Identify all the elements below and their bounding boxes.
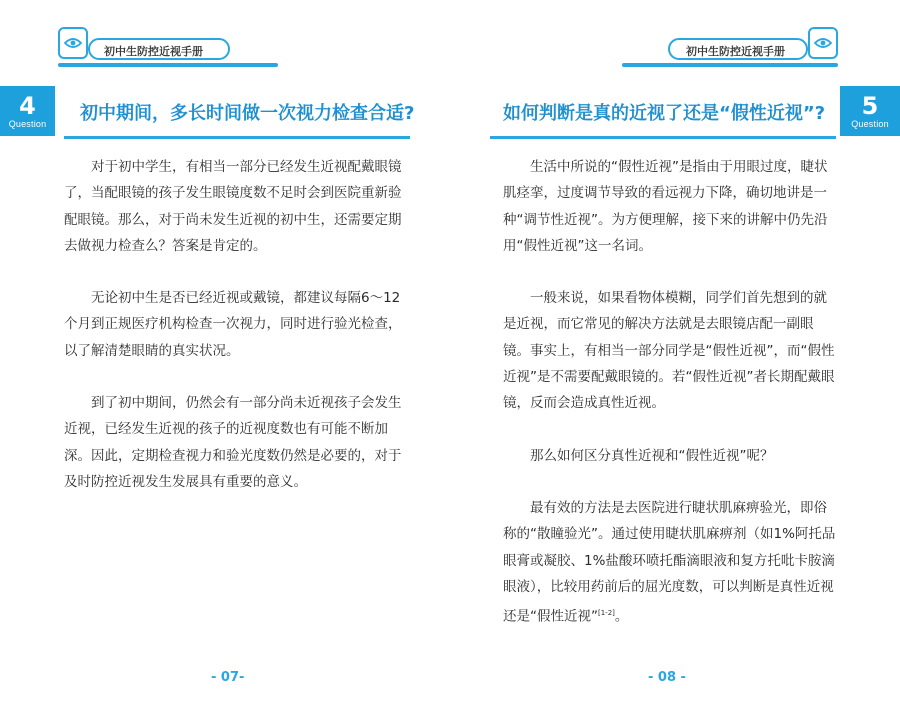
- header-pill: [668, 38, 808, 60]
- question-badge: [0, 86, 55, 136]
- citation: [1-2]: [598, 609, 615, 618]
- paragraph: 对于初中学生，有相当一部分已经发生近视配戴眼镜了，当配眼镜的孩子发生眼镜度数不足时会到医院重新验配眼镜。那么，对于尚未发生近视的初中生，还需要定期去做视力检查么？答案是肯定的。: [64, 159, 402, 254]
- header-eye-badge: [808, 27, 838, 59]
- question-label: Question: [851, 119, 889, 129]
- article-body: [64, 154, 409, 495]
- paragraph-text: 最有效的方法是去医院进行睫状肌麻痹验光，即俗称的“散瞳验光”。通过使用睫状肌麻痹剂（如1%阿托品眼膏或凝胶、1%盐酸环喷托酯滴眼液和复方托吡卡胺滴眼液），比较用药前后的屈光度数，可以判断是真性近视还是“假性近视”: [503, 499, 836, 625]
- paragraph: 那么如何区分真性近视和“假性近视”呢？: [530, 447, 774, 464]
- header-title: 初中生防控近视手册: [104, 45, 203, 58]
- question-label: Question: [8, 119, 47, 129]
- page-title: 初中期间，多长时间做一次视力检查合适?: [80, 103, 415, 124]
- paragraph: 无论初中生是否已经近视或戴镜，都建议每隔6～12个月到正规医疗机构检查一次视力，同时进行验光检查，以了解清楚眼睛的真实状况。: [64, 290, 402, 359]
- header-rule: [622, 63, 838, 67]
- paragraph-end: 。: [614, 608, 629, 625]
- paragraph: [503, 495, 838, 630]
- article-body: [503, 154, 838, 630]
- question-number: 5: [861, 92, 879, 120]
- paragraph: 到了初中期间，仍然会有一部分尚未近视孩子会发生近视，已经发生近视的孩子的近视度数也有可能不断加深。因此，定期检查视力和验光度数仍然是必要的，对于及时防控近视发生发展具有重要的意义。: [64, 395, 402, 490]
- header-eye-badge: [58, 27, 88, 59]
- header-rule: [58, 63, 278, 67]
- page-number: - 08 -: [648, 670, 686, 685]
- title-underline: [490, 136, 836, 139]
- eye-icon: [64, 37, 82, 49]
- paragraph: 生活中所说的“假性近视”是指由于用眼过度，睫状肌痉挛，过度调节导致的看远视力下降，确切地讲是一种“调节性近视”。为方便理解，接下来的讲解中仍先沿用“假性近视”这一名词。: [503, 159, 828, 254]
- page-title: 如何判断是真的近视了还是“假性近视”?: [503, 103, 826, 124]
- header-title: 初中生防控近视手册: [686, 45, 785, 58]
- header-pill: [88, 38, 230, 60]
- title-underline: [64, 136, 410, 139]
- question-number: 4: [19, 92, 36, 120]
- page-number: - 07-: [211, 670, 245, 685]
- eye-icon: [814, 37, 832, 49]
- question-badge: [840, 86, 900, 136]
- paragraph: 一般来说，如果看物体模糊，同学们首先想到的就是近视，而它常见的解决方法就是去眼镜店配一副眼镜。事实上，有相当一部分同学是“假性近视”，而“假性近视”是不需要配戴眼镜的。若“假性近视”者长期配戴眼镜，反而会造成真性近视。: [503, 290, 835, 412]
